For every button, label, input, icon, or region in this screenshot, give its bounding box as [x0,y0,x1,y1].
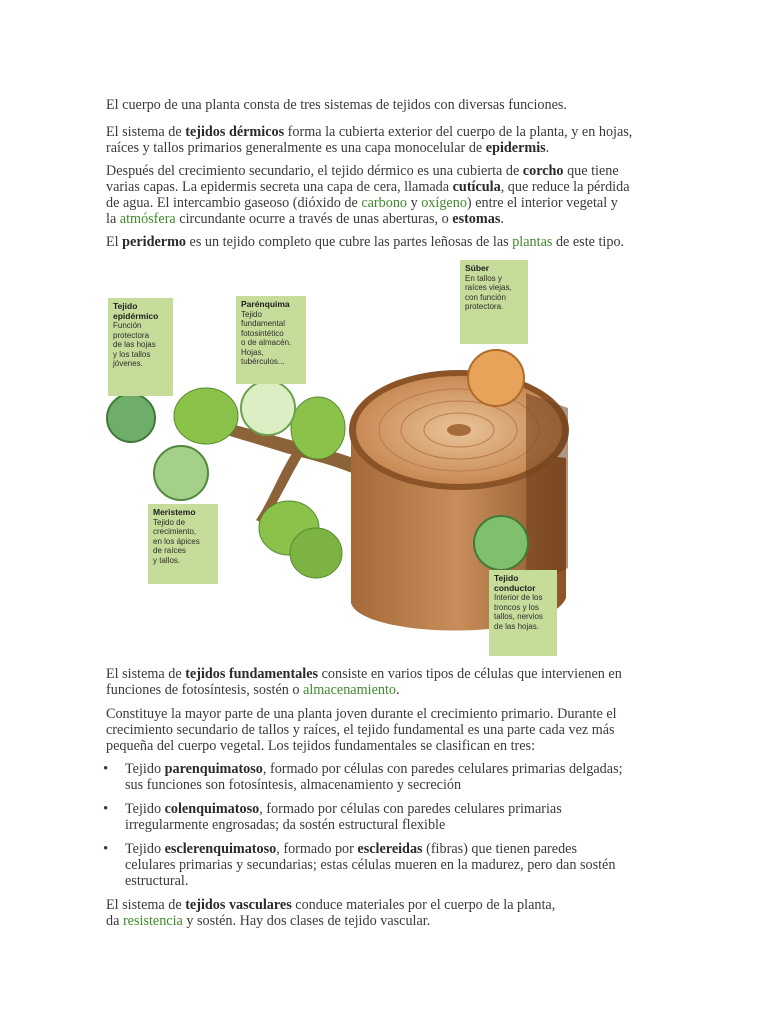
text: , formado por células con paredes celulares primarias [259,801,562,817]
text: Constituye la mayor parte de una planta joven durante el crecimiento primario. Durante el [106,706,617,722]
text: . [500,211,504,227]
link-plantas[interactable]: plantas [512,234,553,250]
text: (fibras) que tienen paredes [422,841,577,857]
text: El [106,234,123,250]
term-colenquimatoso: colenquimatoso [164,801,260,817]
text: de este tipo. [552,234,625,250]
term-tejidos-vasculares: tejidos vasculares [185,897,292,913]
trunk-cut-section [526,393,568,588]
label-tejido-conductor [489,570,557,656]
text: El sistema de [106,897,186,913]
text: varias capas. La epidermis secreta una capa de cera, llamada [106,179,453,195]
link-almacenamiento[interactable]: almacenamiento [303,682,396,698]
label-line: troncos y los [494,602,539,612]
list-item-parenquimatoso [106,761,685,793]
text: , que reduce la pérdida [500,179,630,195]
label-title: Meristemo [153,507,196,517]
text: funciones de fotosíntesis, sostén o [106,682,304,698]
intro-text: El cuerpo de una planta consta de tres sistemas de tejidos con diversas funciones. [106,97,567,113]
text: estructural. [125,873,189,889]
label-line: de las hojas [113,340,156,349]
text: Tejido [125,761,165,777]
label-line: y los tallos [113,349,151,359]
label-line: protectora [113,330,150,340]
label-meristemo [148,504,218,584]
label-title: conductor [494,582,536,593]
link-oxigeno[interactable]: oxígeno [421,195,467,211]
list-item-esclerenquimatoso [106,841,685,889]
text: irregularmente engrosadas; da sostén estructural flexible [125,817,446,833]
leaf-shape [174,388,238,444]
label-title: Tejido [113,301,138,311]
label-line: jóvenes. [113,359,143,368]
text: , formado por células con paredes celulares primarias delgadas; [262,761,623,777]
text: Tejido [125,801,165,817]
label-line: Interior de los [494,593,543,602]
text: circundante ocurre a través de unas aberturas, o [175,211,453,227]
text: da [106,913,123,929]
term-estomas: estomas [452,211,501,227]
text: pequeña del cuerpo vegetal. Los tejidos fundamentales se clasifican en tres: [106,738,536,754]
label-line: raíces viejas, [465,283,512,292]
text: , formado por [276,841,358,857]
conductor-magnified-circle [474,516,528,570]
plant-tissue-illustration [106,258,576,658]
term-esclerenquimatoso: esclerenquimatoso [164,841,277,857]
text: . [396,682,400,698]
text: conduce materiales por el cuerpo de la planta, [291,897,556,913]
label-line: tubérculos... [241,357,285,366]
term-cuticula: cutícula [452,179,501,195]
term-tejidos-dermicos: tejidos dérmicos [185,124,285,140]
label-title: epidérmico [113,310,159,321]
label-title: Súber [465,263,490,273]
term-tejidos-fundamentales: tejidos fundamentales [185,666,319,682]
vascular-paragraph [106,897,555,929]
young-plant-paragraph [106,706,617,754]
label-line: crecimiento, [153,527,197,536]
text: Tejido [125,841,165,857]
link-atmosfera[interactable]: atmósfera [119,211,176,227]
text: El sistema de [106,124,186,140]
label-line: de las hojas. [494,621,539,631]
text: crecimiento secundario de tallos y raíces, el tejido fundamental es una parte cada vez más [106,722,615,738]
label-line: En tallos y [465,273,502,283]
label-line: con función [465,292,506,302]
meristem-magnified-circle [154,446,208,500]
text: consiste en varios tipos de células que intervienen en [318,666,622,682]
label-line: o de almacén. [241,338,292,347]
link-carbono[interactable]: carbono [361,195,408,211]
label-line: Tejido [241,309,262,319]
label-line: y tallos. [153,555,181,565]
label-line: Tejido de [153,517,186,527]
text: El sistema de [106,666,186,682]
suber-magnified-circle [468,350,524,406]
peridermo-paragraph [106,234,624,250]
text: de agua. El intercambio gaseoso (dióxido de [106,195,362,211]
label-line: de raíces [153,546,186,555]
label-tejido-epidermico [108,298,173,396]
text: Después del crecimiento secundario, el tejido dérmico es una cubierta de [106,163,523,179]
label-line: fundamental [241,319,286,328]
parenchyma-magnified-circle [241,381,295,435]
dermal-paragraph [106,124,632,156]
text: celulares primarias y secundarias; estas células mueren en la madurez, pero dan sostén [125,857,616,873]
list-item-colenquimatoso [106,801,685,833]
term-parenquimatoso: parenquimatoso [164,761,263,777]
label-line: protectora. [465,302,504,311]
label-line: Función [113,321,142,330]
label-line: fotosintético [241,328,284,338]
text: y [407,195,422,211]
ring-core [447,424,471,436]
term-peridermo: peridermo [122,234,186,250]
text: que tiene [563,163,619,179]
label-line: en los ápices [153,536,200,546]
text: forma la cubierta exterior del cuerpo de la planta, y en hojas, [284,124,633,140]
term-corcho: corcho [522,163,564,179]
text: es un tejido completo que cubre las partes leñosas de las [185,234,513,250]
label-title: Tejido [494,573,519,583]
label-line: Hojas, [241,347,264,357]
intro-paragraph [106,97,567,113]
link-resistencia[interactable]: resistencia [122,913,183,929]
label-parenquima [236,296,306,384]
secondary-growth-paragraph [106,163,630,227]
text: y sostén. Hay dos clases de tejido vascular. [182,913,431,929]
text: la [106,211,120,227]
fundamental-paragraph [106,666,622,698]
leaf-shape [291,397,345,459]
text: sus funciones son fotosíntesis, almacenamiento y secreción [125,777,462,793]
label-suber [460,260,528,344]
leaf-shape [290,528,342,578]
term-esclereidas: esclereidas [357,841,423,857]
text: raíces y tallos primarios generalmente es una capa monocelular de [106,140,486,156]
text: ) entre el interior vegetal y [466,195,618,211]
term-epidermis: epidermis [485,140,546,156]
label-title: Parénquima [241,299,290,309]
label-line: tallos, nervios [494,612,543,621]
epidermis-magnified-circle [107,394,155,442]
text: . [545,140,550,156]
